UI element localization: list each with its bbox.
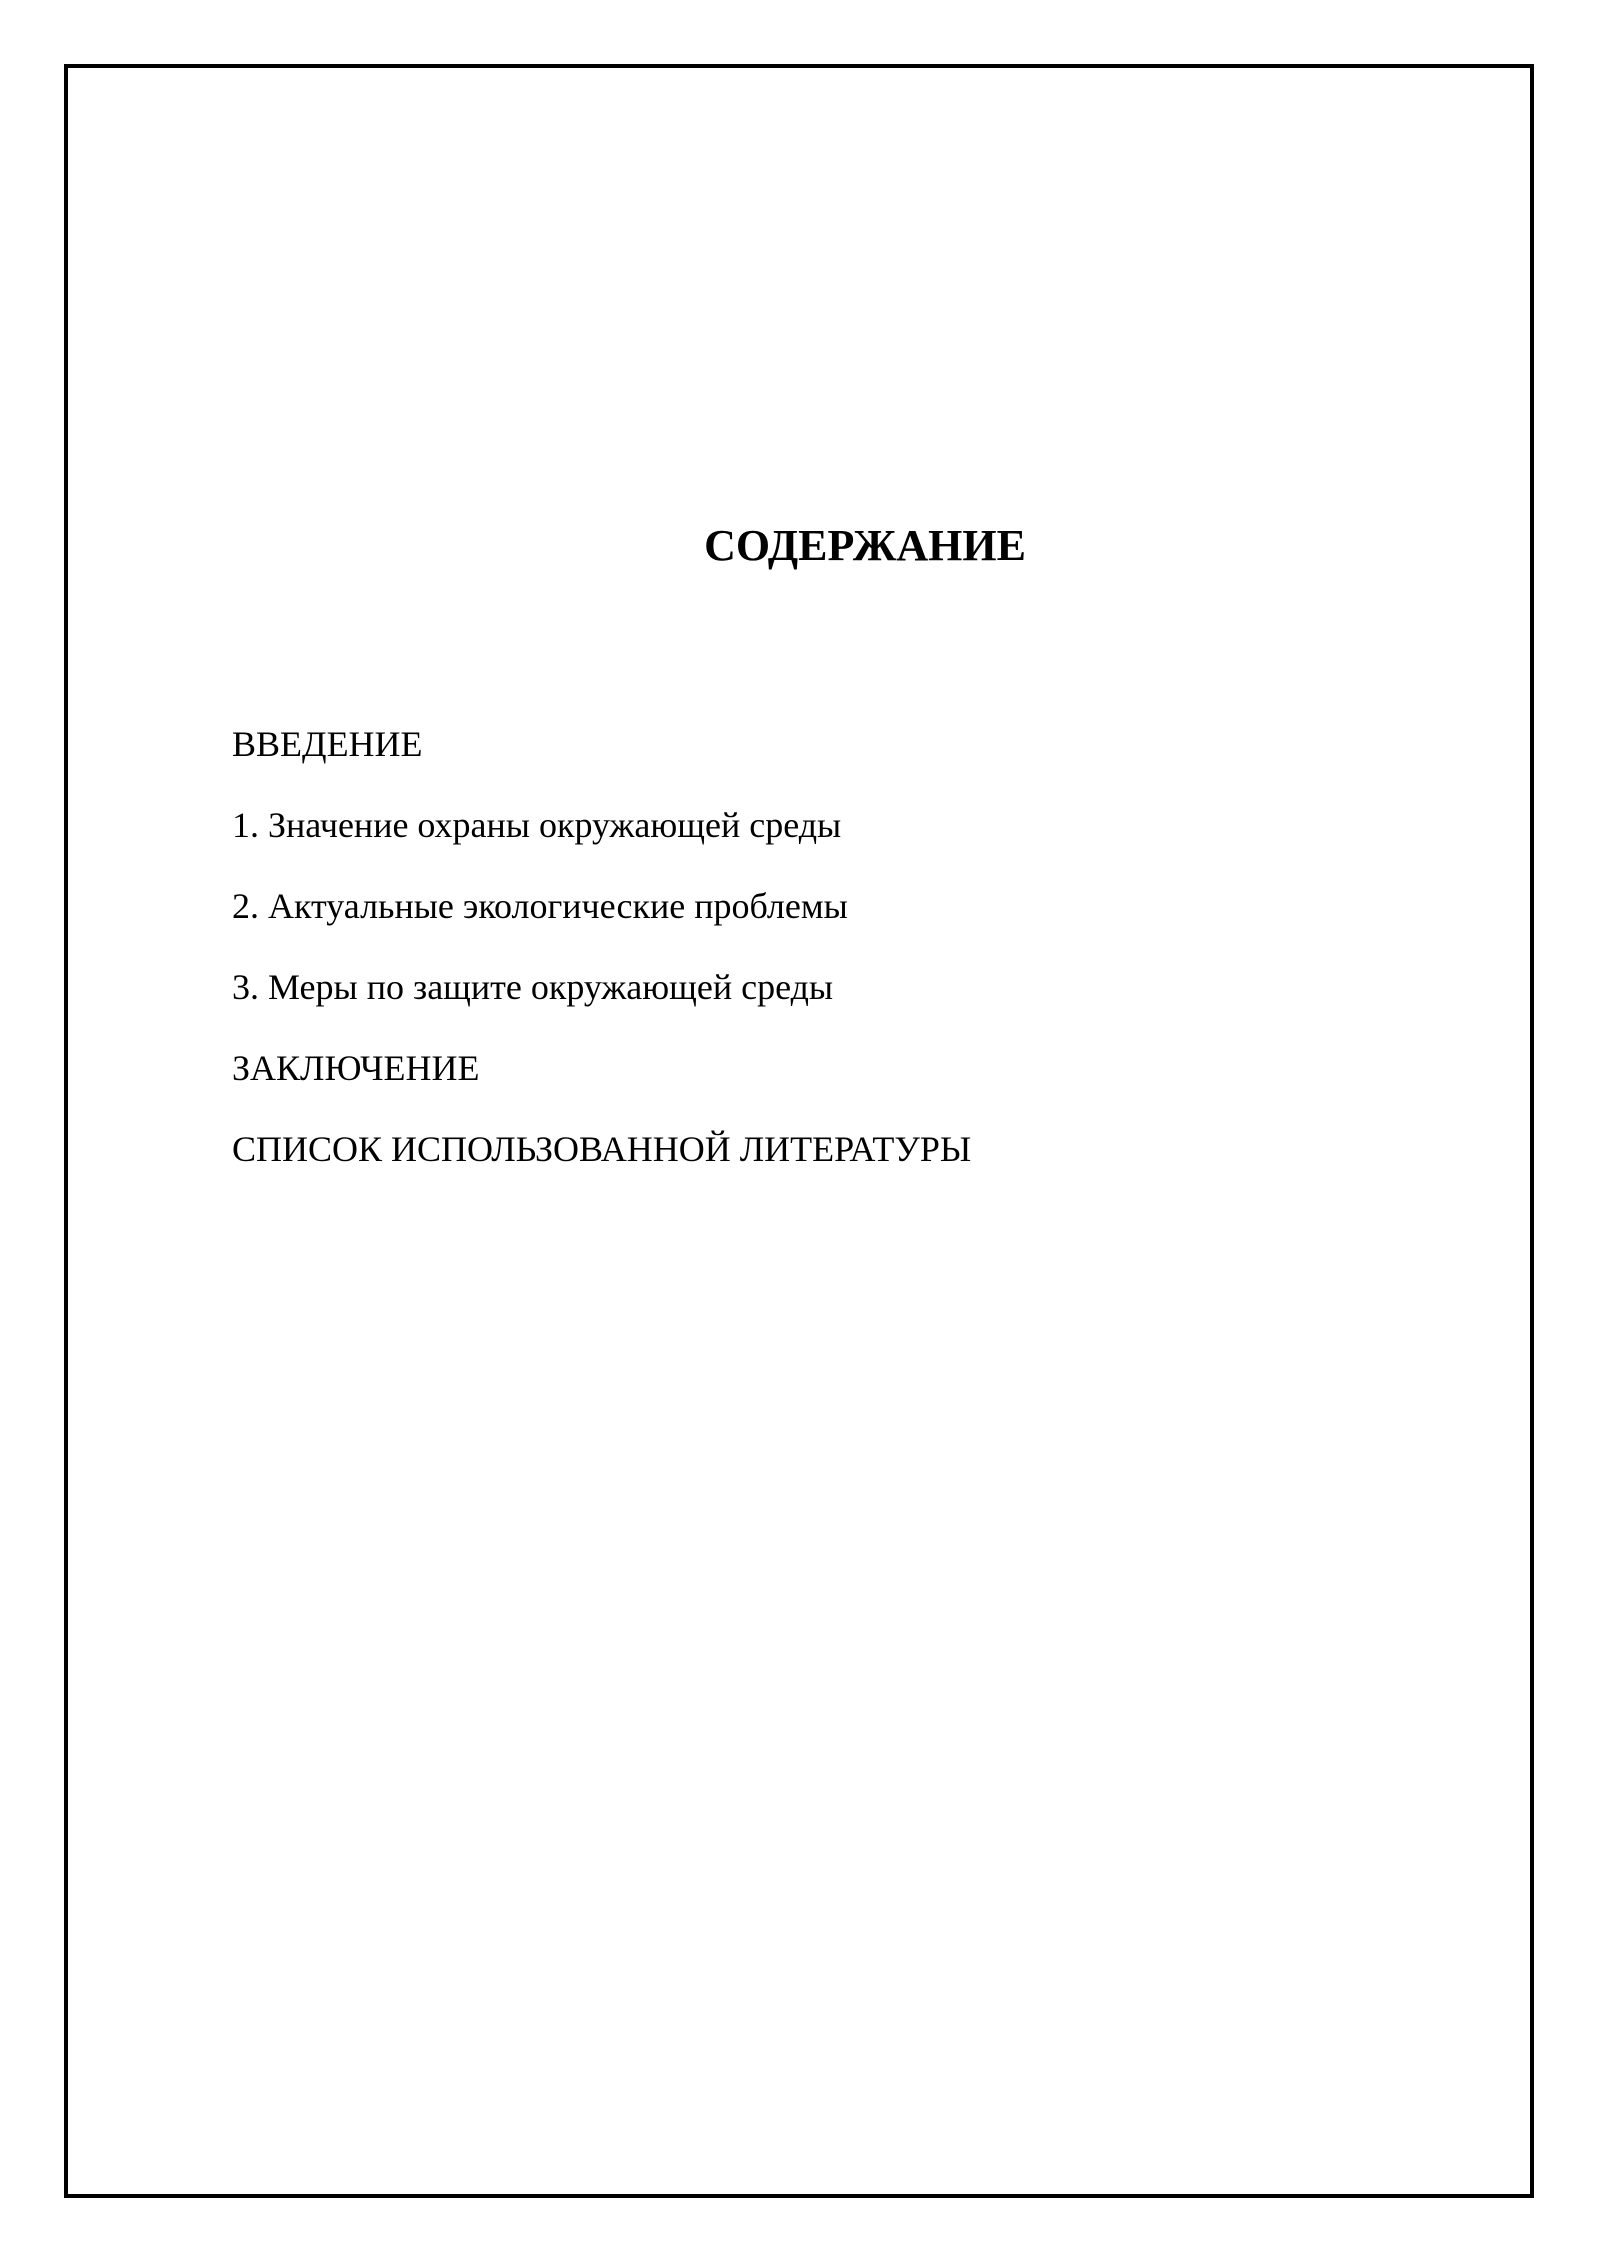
page-title: СОДЕРЖАНИЕ [704, 521, 1026, 570]
toc-item-conclusion: ЗАКЛЮЧЕНИЕ [232, 1048, 480, 1088]
page-frame [64, 64, 1534, 2198]
table-of-contents [232, 704, 971, 1190]
toc-item-introduction: ВВЕДЕНИЕ [232, 724, 423, 764]
toc-item-chapter-3: 3. Меры по защите окружающей среды [232, 967, 834, 1007]
toc-item-chapter-1: 1. Значение охраны окружающей среды [232, 805, 842, 845]
toc-item-chapter-2: 2. Актуальные экологические проблемы [232, 886, 848, 926]
toc-item-references: СПИСОК ИСПОЛЬЗОВАННОЙ ЛИТЕРАТУРЫ [232, 1129, 972, 1169]
